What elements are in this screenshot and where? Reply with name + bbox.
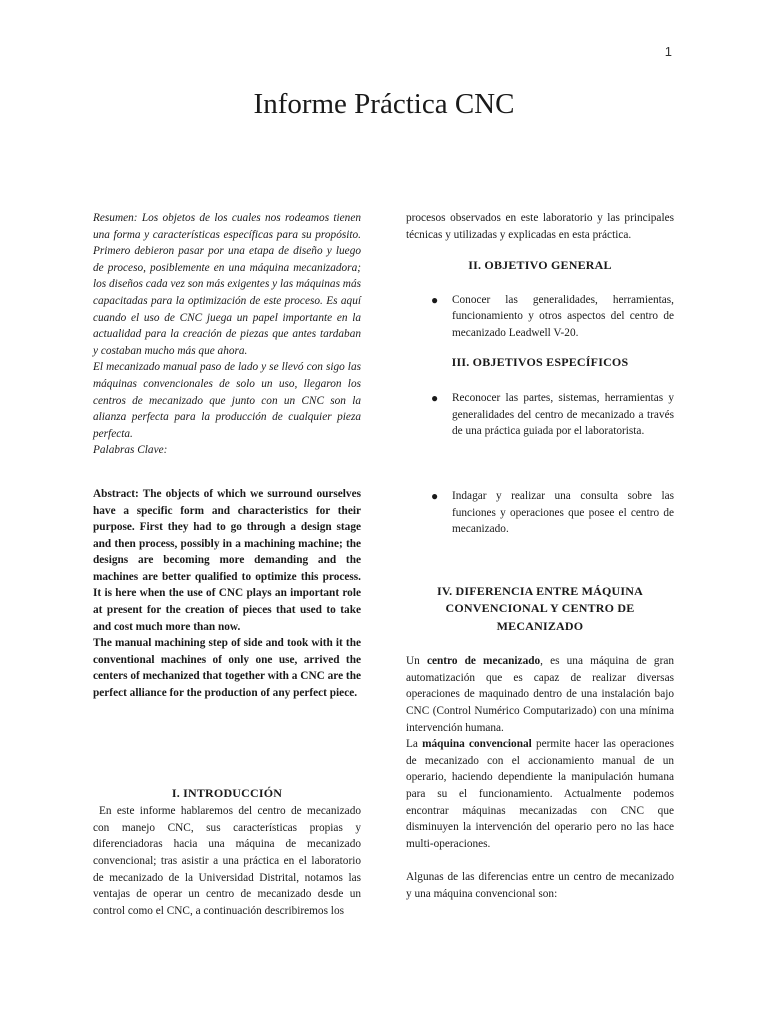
intro-heading: I. INTRODUCCIÓN	[171, 785, 283, 800]
centro-mecanizado-paragraph	[406, 653, 674, 736]
maquina-convencional-paragraph	[406, 736, 674, 852]
bullet-icon: ●	[431, 292, 439, 307]
list-item-text: Indagar y realizar una consulta sobre las funciones y operaciones que posee el centro de mecanizado.	[452, 489, 674, 536]
list-item-text: Conocer las generalidades, herramientas, funcionamiento y otros aspectos del centro de mecanizado Leadwell V-20.	[452, 293, 674, 339]
bullet-icon: ●	[431, 391, 439, 406]
text-run: permite hacer las operaciones de mecanizado con el accionamiento manual de un operario, haciendo dependiente la manipulación humana para su el funcionamiento. Actualmente podemos encontrar máquinas mecanizadas con CNC que disminuyen la intervención del operario pero no las hace multi-operaciones.	[406, 738, 674, 850]
abstract-section	[93, 486, 361, 702]
list-item	[406, 390, 674, 440]
resumen-paragraph: Resumen: Los objetos de los cuales nos rodeamos tienen una forma y características específicas para su propósito. Primero debieron pasar por una etapa de diseño y luego de proceso, posiblemente en una máquina mecanizadora; los diseños cada vez son más exigentes y las máquinas más capacitadas para la optimización de este proceso. Es aquí cuando el uso de CNC juega un papel importante en la actualidad para la creación de piezas que antes tardaban y costaban mucho más que ahora.	[93, 212, 361, 357]
text-run: La	[406, 738, 423, 751]
objetivo-general-list	[406, 292, 674, 342]
intro-paragraph: En este informe hablaremos del centro de mecanizado con manejo CNC, sus características propias y diferenciadoras hacia una máquina de mecanizado convencional; tras asistir a una práctica en el laboratorio de mecanizado de la Universidad Distrital, notamos las ventajas de operar un centro de mecanizado desde un control como el CNC, a continuación describiremos los	[93, 805, 361, 917]
text-run: , es una máquina de gran automatización que es capaz de realizar diversas operaciones de maquinado dentro de una instalación bajo CNC (Control Numérico Computarizado) con una mínima intervención humana.	[406, 655, 674, 734]
objetivo-general-heading: II. OBJETIVO GENERAL	[468, 258, 612, 273]
resumen-section	[93, 210, 361, 459]
diferencia-heading: IV. DIFERENCIA ENTRE MÁQUINA CONVENCIONAL Y CENTRO DE MECANIZADO	[436, 583, 644, 633]
page-title: Informe Práctica CNC	[253, 88, 515, 120]
abstract-paragraph: The manual machining step of side and took with it the conventional machines of only one use, arrived the centers of mechanized that together with a CNC are the perfect alliance for the production of any perfect piece.	[93, 637, 361, 700]
diferencias-intro-paragraph: Algunas de las diferencias entre un centro de mecanizado y una máquina convencional son:	[406, 871, 674, 900]
list-item-text: Reconocer las partes, sistemas, herramientas y generalidades del centro de mecanizado a través de una práctica guiada por el laboratorista.	[452, 392, 674, 438]
keywords-label: Palabras Clave:	[93, 444, 168, 457]
objetivos-especificos-heading: III. OBJETIVOS ESPECÍFICOS	[451, 354, 629, 369]
abstract-paragraph: Abstract: The objects of which we surround ourselves have a specific form and characteristics for their purpose. First they had to go through a design stage and then process, possibly in a machining machine; the designs are becoming more demanding and the machines are better qualified to optimize this process. It is here when the use of CNC plays an important role at present for the creation of pieces that used to take and cost much more than now.	[93, 487, 361, 633]
objetivos-especificos-list	[406, 390, 674, 538]
term-centro-de-mecanizado: centro de mecanizado	[426, 655, 541, 668]
continuation-paragraph: procesos observados en este laboratorio y las principales técnicas y utilizadas y explicadas en esta práctica.	[406, 212, 674, 241]
text-run: Un	[406, 655, 427, 668]
list-item	[406, 292, 674, 342]
bullet-icon: ●	[431, 488, 439, 503]
list-item	[406, 488, 674, 538]
right-column	[406, 210, 674, 903]
page-number: 1	[664, 44, 672, 59]
term-maquina-convencional: máquina convencional	[422, 738, 532, 751]
left-column	[93, 210, 361, 919]
resumen-paragraph: El mecanizado manual paso de lado y se llevó con sigo las máquinas convencionales de solo un uso, llegaron los centros de mecanizado que junto con un CNC son la alianza perfecta para la producción de cualquier pieza perfecta.	[93, 361, 361, 440]
